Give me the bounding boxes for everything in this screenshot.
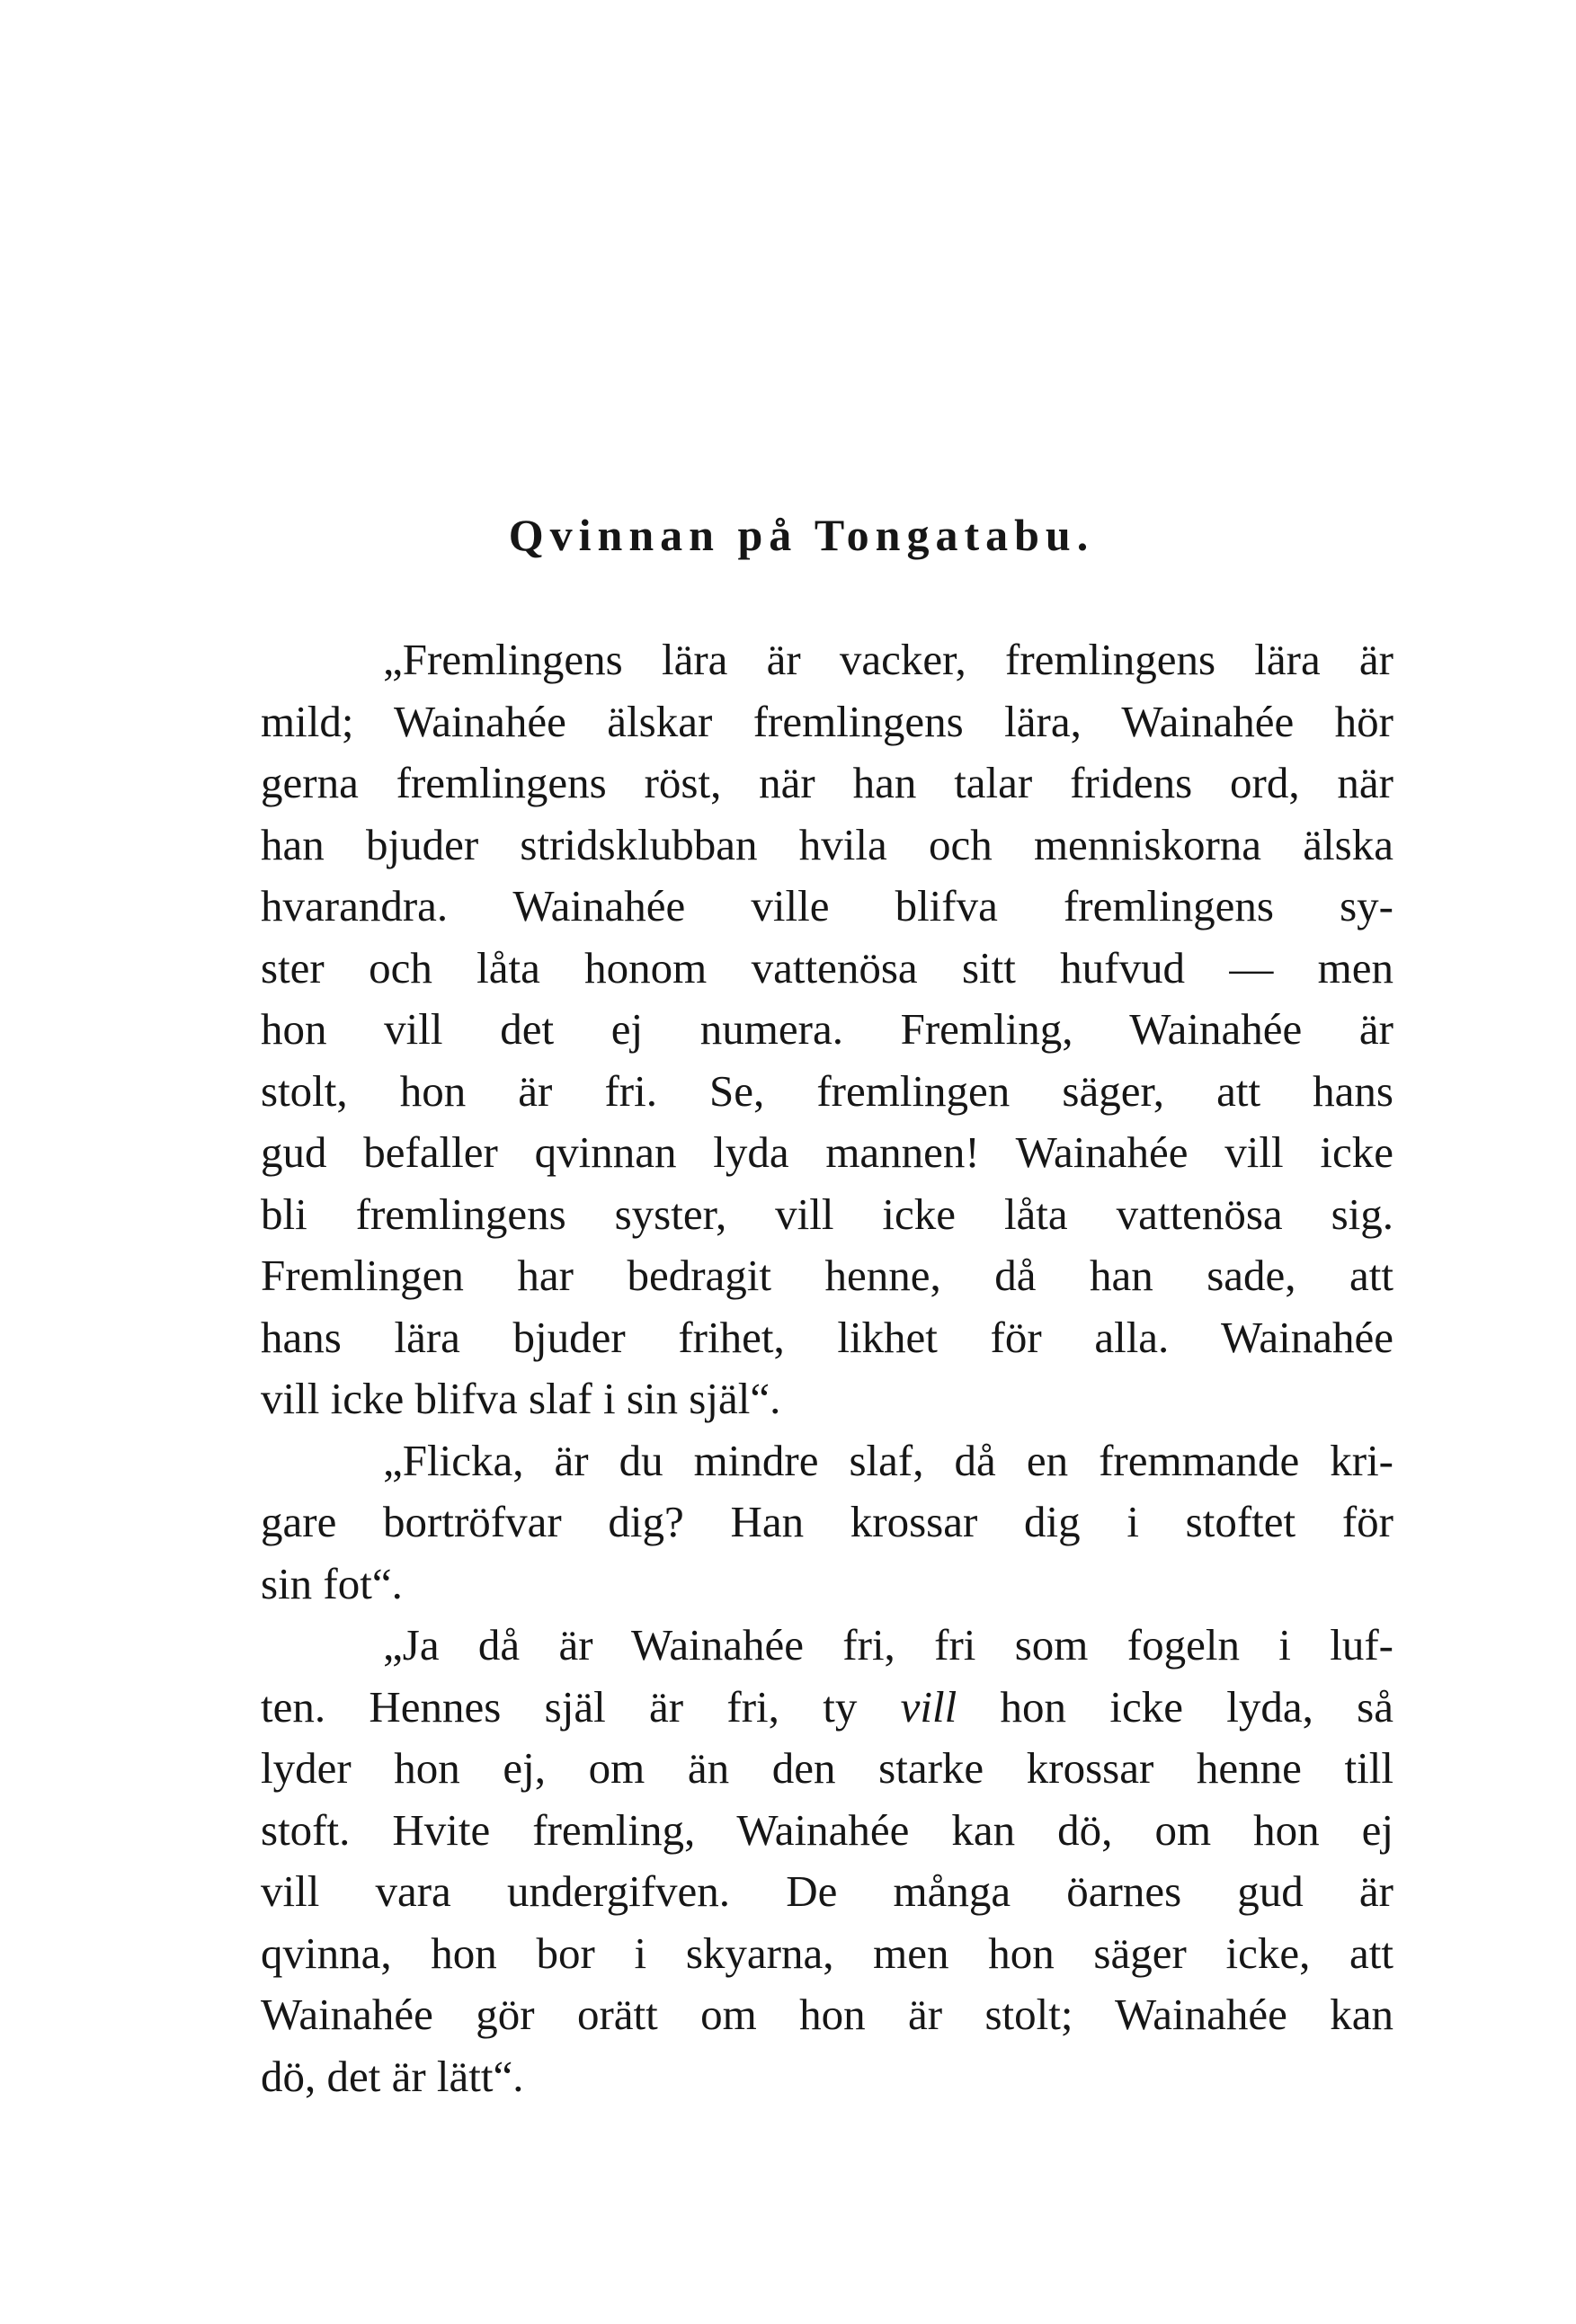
line-part: ten. Hennes själ är fri, ty [261, 1681, 901, 1732]
text-line: „Fremlingens lära är vacker, fremlingens lära är [383, 635, 1393, 684]
text-line: qvinna, hon bor i skyarna, men hon säger icke, att [261, 1928, 1393, 1978]
text-line: vill vara undergifven. De många öarnes gud är [261, 1866, 1393, 1916]
text-line: stolt, hon är fri. Se, fremlingen säger, att hans [261, 1065, 1393, 1116]
text-line: bli fremlingens syster, vill icke låta vattenösa sig. [261, 1189, 1393, 1239]
text-line: gud befaller qvinnan lyda mannen! Wainahée vill icke [261, 1127, 1393, 1177]
text-line: dö, det är lätt“. [261, 2051, 524, 2101]
text-line: han bjuder stridsklubban hvila och menniskorna älska [261, 819, 1393, 869]
line-part: hon icke lyda, så [957, 1681, 1393, 1732]
text-line: „Flicka, är du mindre slaf, då en fremmande kri- [383, 1435, 1393, 1485]
text-line: sin fot“. [261, 1558, 403, 1608]
text-line: gare bortröfvar dig? Han krossar dig i stoftet för [261, 1497, 1393, 1546]
text-line: lyder hon ej, om än den starke krossar henne till [261, 1743, 1393, 1793]
text-line: gerna fremlingens röst, när han talar fridens ord, när [261, 758, 1393, 807]
text-line: ster och låta honom vattenösa sitt hufvud — men [261, 942, 1393, 993]
page-title: Qvinnan på Tongatabu. [508, 510, 1095, 560]
text-line: „Ja då är Wainahée fri, fri som fogeln i luf- [383, 1620, 1393, 1670]
text-line: stoft. Hvite fremling, Wainahée kan dö, om hon ej [261, 1804, 1393, 1855]
emphasized-word: vill [900, 1681, 957, 1732]
text-line: Fremlingen har bedragit henne, då han sade, att [261, 1251, 1393, 1300]
text-line: hon vill det ej numera. Fremling, Wainahée är [261, 1004, 1393, 1054]
text-line: vill icke blifva slaf i sin själ“. [261, 1374, 781, 1423]
text-line-emphasis [261, 1677, 1393, 1739]
text-line: Wainahée gör orätt om hon är stolt; Wainahée kan [261, 1990, 1393, 2039]
text-line: hvarandra. Wainahée ville blifva fremlingens sy- [261, 881, 1393, 930]
text-line: mild; Wainahée älskar fremlingens lära, Wainahée hör [261, 696, 1393, 746]
text-line: hans lära bjuder frihet, likhet för alla. Wainahée [261, 1312, 1393, 1362]
body-text [261, 629, 1393, 2107]
